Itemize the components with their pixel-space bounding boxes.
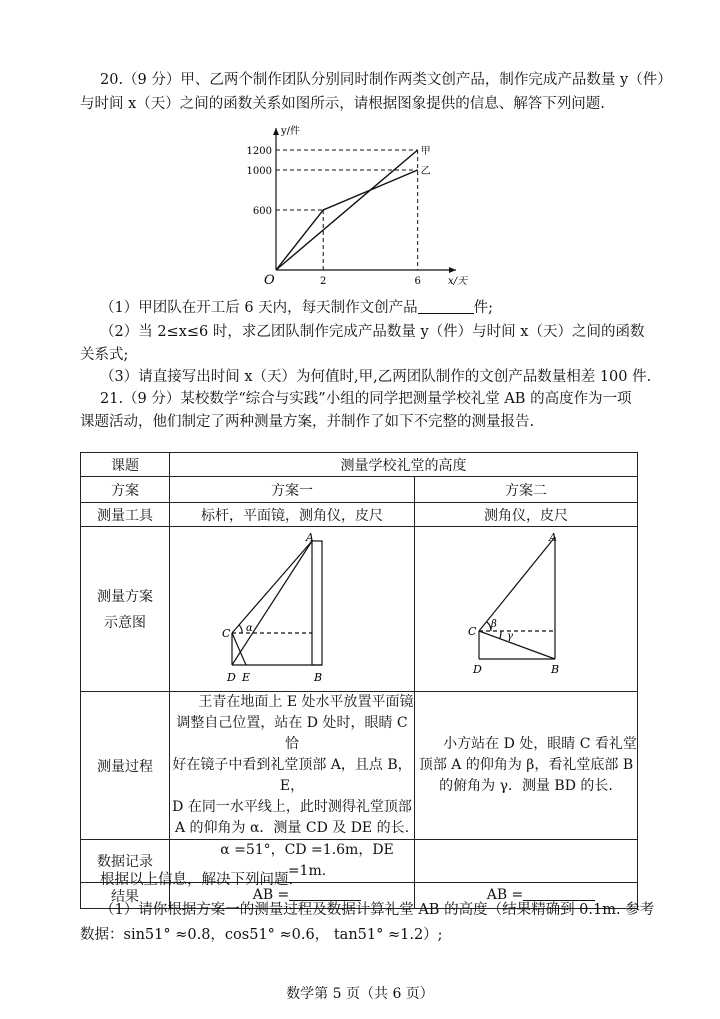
- page-footer: 数学第 5 页（共 6 页）: [286, 986, 434, 1002]
- result1-blank: [289, 886, 361, 901]
- q20-sub1-text: （1）甲团队在开工后 6 天内，每天制作文创产品: [100, 300, 418, 316]
- process2-line: 小方站在 D 处，眼睛 C 看礼堂: [415, 736, 637, 752]
- series-line-yi: [276, 170, 418, 270]
- label-c: C: [222, 627, 231, 640]
- y-tick-label: 1000: [246, 166, 272, 177]
- process1-line: 王青在地面上 E 处水平放置平面镜: [170, 694, 414, 710]
- plan-one-diagram-cell: [170, 527, 415, 692]
- q20-sub1: [100, 298, 493, 318]
- line-a-to-e: [232, 541, 312, 665]
- label-beta: β: [491, 619, 497, 630]
- plan-one-tools: 标杆，平面镜，测角仪，皮尺: [170, 503, 415, 527]
- result1-label: AB =: [252, 887, 290, 903]
- process1-line: D 在同一水平线上，此时测得礼堂顶部: [172, 799, 412, 815]
- plan-two-tools: 测角仪，皮尺: [415, 503, 638, 527]
- line-c-to-e: [232, 633, 246, 665]
- label-b: B: [551, 663, 560, 676]
- measurement-report-table: [80, 452, 638, 909]
- label-e: E: [242, 671, 251, 684]
- process2-line: 顶部 A 的仰角为 β，看礼堂底部 B: [418, 757, 634, 773]
- plan-two-diagram: [415, 527, 637, 687]
- row-label-process: 测量过程: [81, 692, 170, 840]
- label-gamma: γ: [507, 631, 513, 642]
- label-a: A: [549, 531, 557, 544]
- label-d: D: [473, 663, 482, 676]
- plan-one-data: α =51°，CD =1.6m，DE =1m.: [170, 840, 415, 883]
- plan-two-data: [415, 840, 638, 883]
- x-tick-label: 6: [414, 276, 421, 287]
- row-label-topic: 课题: [81, 453, 170, 477]
- plan-two-header: 方案二: [415, 477, 638, 503]
- answer-blank: [418, 299, 474, 314]
- angle-alpha-arc: [239, 625, 242, 633]
- row-label-diagram: [81, 527, 170, 692]
- y-tick-label: 600: [252, 206, 272, 217]
- q20-line1: 20.（9 分）甲、乙两个制作团队分别同时制作两类文创产品，制作完成产品数量 y（件）: [100, 72, 672, 88]
- q21-sub1-cont: 数据：sin51° ≈0.8，cos51° ≈0.6， tan51° ≈1.2）;: [80, 927, 443, 943]
- q21-line1: 21.（9 分）某校数学“综合与实践”小组的同学把测量学校礼堂 AB 的高度作为一项: [100, 391, 632, 407]
- q20-sub2-cont: 关系式;: [80, 347, 129, 363]
- row-label-data: 数据记录: [81, 840, 170, 883]
- line-c-to-a: [232, 541, 312, 633]
- row-label-plan: 方案: [81, 477, 170, 503]
- row-label-tools: 测量工具: [81, 503, 170, 527]
- result2-blank: [523, 886, 595, 901]
- building-ab: [312, 541, 322, 665]
- series-label: 甲: [420, 146, 431, 157]
- q21-line2: 课题活动，他们制定了两种测量方案，并制作了如下不完整的测量报告.: [80, 414, 535, 430]
- q20-sub1-tail: 件;: [473, 300, 494, 316]
- x-axis-arrow: [449, 267, 456, 273]
- line-c-to-a: [479, 537, 555, 631]
- label-alpha: α: [246, 623, 253, 634]
- process1-line: A 的仰角为 α．测量 CD 及 DE 的长.: [174, 820, 410, 836]
- row-label-result: 结果: [81, 883, 170, 909]
- diagram-label-line1: 测量方案: [97, 589, 153, 605]
- y-axis-label: y/件: [281, 126, 301, 137]
- line-c-to-b: [479, 631, 555, 659]
- angle-gamma-arc: [500, 631, 501, 638]
- origin-label: O: [264, 273, 275, 288]
- y-tick-label: 1200: [246, 146, 272, 157]
- y-axis-arrow: [273, 128, 279, 135]
- topic-value: 测量学校礼堂的高度: [170, 453, 638, 477]
- x-axis-label: x/天: [448, 276, 468, 287]
- q21-after: 根据以上信息，解决下列问题.: [100, 872, 294, 888]
- q21-sub1: （1）请你根据方案一的测量过程及数据计算礼堂 AB 的高度（结果精确到 0.1m. 参考: [100, 902, 655, 918]
- x-tick-label: 2: [320, 276, 327, 287]
- process2-line: 的俯角为 γ．测量 BD 的长.: [439, 778, 613, 794]
- plan-one-header: 方案一: [170, 477, 415, 503]
- plan-two-diagram-cell: [415, 527, 638, 692]
- plan-two-process: [415, 692, 638, 840]
- plan-one-process: [170, 692, 415, 840]
- process1-line: 调整自己位置，站在 D 处时，眼睛 C 恰: [176, 715, 408, 752]
- function-graph: [240, 122, 470, 294]
- label-d: D: [227, 671, 236, 684]
- label-a: A: [306, 531, 314, 544]
- diagram-label-line2: 示意图: [104, 615, 146, 631]
- plan-one-diagram: [170, 527, 414, 687]
- q20-sub3: （3）请直接写出时间 x（天）为何值时,甲,乙两团队制作的文创产品数量相差 100 件.: [100, 369, 652, 385]
- process1-line: 好在镜子中看到礼堂顶部 A，且点 B，E，: [172, 757, 412, 794]
- label-c: C: [468, 625, 477, 638]
- result2-label: AB =: [486, 887, 524, 903]
- series-label: 乙: [420, 166, 431, 177]
- label-b: B: [314, 671, 323, 684]
- q20-sub2: （2）当 2≤x≤6 时，求乙团队制作完成产品数量 y（件）与时间 x（天）之间的函数: [100, 324, 645, 340]
- q20-line2: 与时间 x（天）之间的函数关系如图所示，请根据图象提供的信息、解答下列问题.: [80, 96, 605, 112]
